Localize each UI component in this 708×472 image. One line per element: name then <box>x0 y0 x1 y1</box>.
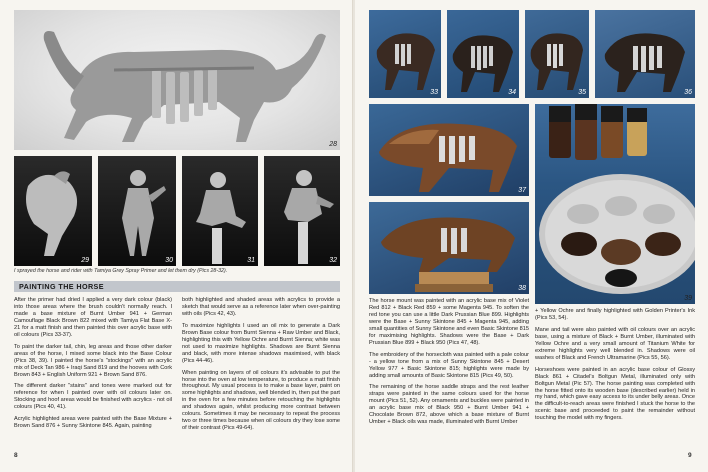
paint-palette-illustration <box>535 104 695 304</box>
painted-horse-illustration <box>525 10 589 98</box>
photo-number: 34 <box>508 89 516 96</box>
paragraph: both highlighted and shaded areas with acrylics to provide a sketch that would serve as a reference later when over-painting with oils (Pics 42, 43). <box>182 297 340 317</box>
photo-primed-horse <box>14 10 340 150</box>
rider-figure-illustration <box>14 156 92 266</box>
photo-number: 29 <box>81 257 89 264</box>
paragraph: To paint the darker tail, chin, leg areas and those other darker areas of the horse, I mixed some black into the Base Colour (Pics 38, 39). I painted the horse's "stockings" with an acrylic mix of Deck Tan 986 + Iraqi Sand 819 and the hooves with Cork Brown 843 + English Uniform 921 + Brown Sand 876. <box>14 343 173 378</box>
page-number: 9 <box>688 452 692 459</box>
text-column-2 <box>535 308 695 427</box>
photo-rider-front <box>98 156 176 266</box>
rider-side-illustration <box>264 156 340 266</box>
paragraph: Mane and tail were also painted with oil colours over an acrylic base, using a mixture of Black + Burnt Umber, illuminated with Yellow Ochre and a very small amount of Titanium White for extreme highlights very well blended in. Shadows were oil washes of Black and French Ultramarine (Pics 55, 56). <box>535 326 695 361</box>
right-page <box>355 0 708 472</box>
photo-stockings <box>525 10 589 98</box>
paragraph: The embroidery of the horsecloth was painted with a pale colour - a yellow tone from a mix of Sunny Skintone 845 + Desert Yellow 977 + Basic Skintone 815; highlights were made by adding small amounts of Basic Skintone 815 (Pics 49, 50). <box>369 351 529 379</box>
photo-dark-areas <box>447 10 519 98</box>
section-heading <box>14 281 340 292</box>
rider-seated-illustration <box>182 156 258 266</box>
text-column-1 <box>369 298 529 431</box>
photo-horse-on-base <box>369 202 529 294</box>
text-column-2 <box>182 297 340 437</box>
photo-number: 28 <box>329 141 337 148</box>
brown-horse-illustration <box>369 104 529 196</box>
text-column-1 <box>14 297 172 435</box>
left-page <box>0 0 353 472</box>
photo-oil-paint-palette <box>535 104 695 304</box>
photo-caption: I sprayed the horse and rider with Tamiya Grey Spray Primer and let them dry (Pics 28-32). <box>14 268 228 274</box>
paragraph: The remaining of the horse saddle straps and the rest leather straps were painted in the same colours used for the horse mount (Pics 51, 52). Any ornaments and buckles were painted in an acrylic base mix of Black 950 + Burnt Umber 941 + Chocolate Brown 872, above which a base mixture of Burnt Umber + Black oils was made, illuminated with Burnt Umber <box>369 384 529 426</box>
photo-rider-sketch <box>14 156 92 266</box>
photo-number: 32 <box>329 257 337 264</box>
paragraph: After the primer had dried I applied a very dark colour (black) into those areas where the brush couldn't normally reach. I made a base mixture of Burnt Umber 941 + German Camouflage Black Brown 822 mixed with Tamiya Flat Base X-21 for a matt finish and then painted this over acrylic base with oil colours (Pics 33-37). <box>14 297 172 338</box>
photo-dark-base-coat <box>369 10 441 98</box>
photo-rider-seated <box>182 156 258 266</box>
painted-horse-illustration <box>369 10 441 98</box>
paragraph: The different darker "stains" and tones were marked out for reference for when I painted over with oil colours later on. Stocking and hoof areas would be finished with acrylics - not oil colours (Pics 40, 41). <box>14 383 172 411</box>
photo-number: 31 <box>247 257 255 264</box>
painted-horse-illustration <box>595 10 695 98</box>
photo-number: 36 <box>684 89 692 96</box>
horse-figure-illustration <box>14 10 340 150</box>
painted-horse-illustration <box>447 10 519 98</box>
paragraph: The horse mount was painted with an acrylic base mix of Violet Red 812 + Black Red 859 + some Magenta 945. To soften the red tone you can use a little Dark Prussian Blue 899. Highlights were the Base + Sunny Skintone 845 + Magenta 945, adding small quantities of Sunny Skintone and even Basic Skintone 815 for maximising highlights. Shadows were the Base + Dark Prussian Blue 899 + Black 950 (Pics 47, 48). <box>369 298 529 346</box>
paragraph: To maximize highlights I used an oil mix to generate a Dark Brown Base colour from Burnt Sienna + Raw Umber and Black, highlighting this with Yellow Ochre and Burnt Sienna; white was not used to maximize highlights. Shadows are Burnt Sienna and black, with more intense shadows maximised, with black (Pics 44-46). <box>182 322 340 364</box>
photo-number: 30 <box>165 257 173 264</box>
photo-number: 33 <box>430 89 438 96</box>
paragraph: Horseshoes were painted in an acrylic base colour of Glossy Black 861 + Citadel's Boltgun Metal, illuminated only with Boltgun Metal (Pic 57). The horse painting was completed with the horse fitted onto its wooden base (described earlier) held in my hand, which gave easy access to its under belly areas. Once the difficult-to-reach areas were finished I stuck the horse to the scenic base and proceeded to paint the remainder without touching the model with my fingers. <box>535 366 695 422</box>
photo-number: 35 <box>578 89 586 96</box>
photo-hooves <box>595 10 695 98</box>
photo-rider-side <box>264 156 340 266</box>
paragraph: Acrylic highlighted areas were painted with the Base Mixture + Brown Sand 876 + Sunny Skintone 845. Again, painting <box>14 416 172 430</box>
paragraph: When painting on layers of oil colours it's advisable to put the horse into the oven at low temperature, to produce a matt finish throughout. My usual process is to make a base layer, paint on some highlights and shadows, well blended in, then put the part in the oven for a few minutes before retouching the highlights and shadows again, whilst producing more contrast between colours. Sometimes it may be necessary to repeat the process two or three times because when oil colours dry they lose some of their contrast (Pics 49-64). <box>182 369 340 432</box>
brown-horse-on-base-illustration <box>369 202 529 294</box>
paragraph: + Yellow Ochre and finally highlighted with Golden Printer's Ink (Pics 53, 54). <box>535 308 695 321</box>
page-number: 8 <box>14 452 18 459</box>
section-heading-text: PAINTING THE HORSE <box>19 282 104 291</box>
photo-number: 39 <box>684 295 692 302</box>
photo-oil-painted-horse <box>369 104 529 196</box>
photo-number: 38 <box>518 285 526 292</box>
rider-front-illustration <box>98 156 176 266</box>
photo-number: 37 <box>518 187 526 194</box>
